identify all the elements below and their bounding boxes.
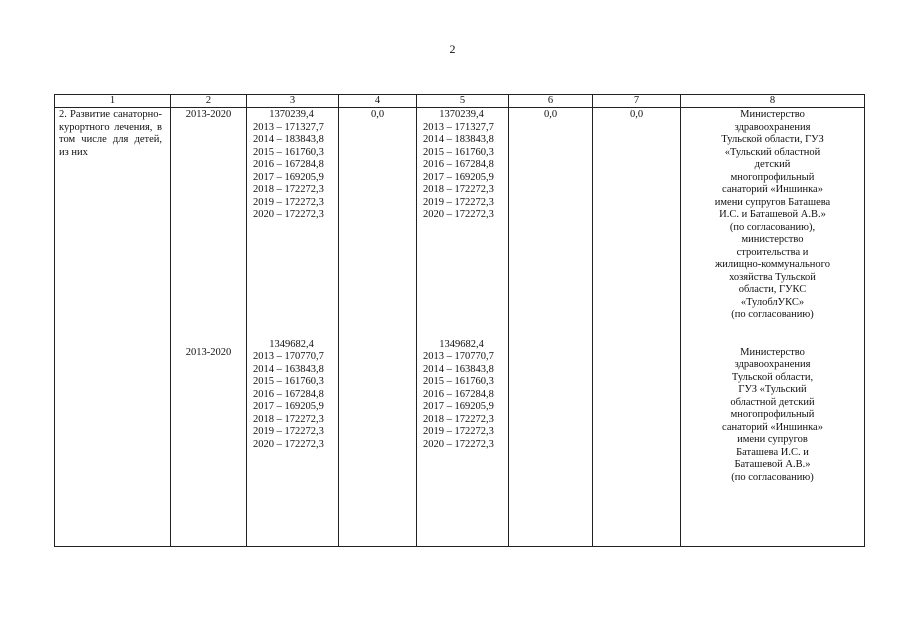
col3-amount-cell (247, 108, 339, 547)
executor-line: министерство (741, 234, 804, 245)
executor-line: Министерство (740, 346, 805, 358)
col5-total: 1349682,4 (439, 338, 484, 350)
executor-line: областной детский (730, 396, 815, 408)
column-header-5: 5 (417, 95, 509, 108)
col3-total: 1349682,4 (269, 338, 314, 350)
page-number: 2 (449, 42, 456, 56)
col3-year-amount: 2016 – 167284,8 (253, 388, 324, 400)
column-header-4: 4 (339, 95, 417, 108)
executor-line: санаторий «Иншинка» (722, 184, 823, 195)
col3-year-amount: 2020 – 172272,3 (253, 438, 324, 450)
column-header-8: 8 (681, 95, 865, 108)
col3-year-amount: 2014 – 183843,8 (253, 134, 324, 145)
col3-year-amount: 2017 – 169205,9 (253, 171, 324, 183)
executor-line: многопрофильный (730, 171, 815, 183)
col5-year-amount: 2017 – 169205,9 (423, 171, 494, 183)
period-cell (171, 108, 247, 547)
col3-year-amount: 2014 – 163843,8 (253, 363, 324, 375)
col5-year-amount: 2020 – 172272,3 (423, 209, 494, 220)
executor-line: имени супругов Баташева (714, 196, 831, 208)
header-row (55, 95, 865, 108)
executor-line: ГУЗ «Тульский (738, 384, 807, 395)
executor-line: детский (754, 159, 791, 170)
activity-name: 2. Развитие санаторно-курортного лечения, в том числе для детей, из них (59, 109, 162, 158)
col6-value: 0,0 (543, 109, 558, 120)
col3-year-amount: 2019 – 172272,3 (253, 426, 324, 437)
column-header-2: 2 (171, 95, 247, 108)
col3-year-amount: 2018 – 172272,3 (253, 413, 324, 425)
col7-value: 0,0 (629, 109, 644, 120)
col6-cell (509, 108, 593, 547)
period-2: 2013-2020 (185, 346, 232, 358)
executor-line: Тульской области, ГУЗ (721, 134, 824, 145)
col3-year-amount: 2015 – 161760,3 (253, 146, 324, 158)
col3-total: 1370239,4 (269, 109, 314, 120)
executor-line: имени супругов (737, 434, 808, 445)
table-row (55, 108, 865, 547)
col5-year-amount: 2019 – 172272,3 (423, 196, 494, 208)
col5-year-amount: 2016 – 167284,8 (423, 388, 494, 400)
col5-year-amount: 2015 – 161760,3 (423, 146, 494, 158)
col5-year-amount: 2017 – 169205,9 (423, 401, 494, 412)
col5-year-amount: 2013 – 170770,7 (423, 351, 494, 362)
col5-year-amount: 2014 – 163843,8 (423, 363, 494, 375)
col3-year-amount: 2016 – 167284,8 (253, 159, 324, 170)
col4-cell (339, 108, 417, 547)
column-header-6: 6 (509, 95, 593, 108)
executor-line: «ТулоблУКС» (740, 296, 805, 308)
col3-year-amount: 2017 – 169205,9 (253, 401, 324, 412)
col5-year-amount: 2020 – 172272,3 (423, 438, 494, 450)
col5-year-amount: 2018 – 172272,3 (423, 413, 494, 425)
executor-line: хозяйства Тульской (729, 271, 816, 283)
col5-total: 1370239,4 (439, 109, 484, 120)
col3-group-2 (247, 338, 338, 452)
executor-cell (681, 108, 865, 547)
col5-amount-cell (417, 108, 509, 547)
col3-year-amount: 2019 – 172272,3 (253, 196, 324, 208)
col3-year-amount: 2015 – 161760,3 (253, 376, 324, 387)
col3-group-1 (247, 108, 338, 222)
col3-year-amount: 2013 – 170770,7 (253, 351, 324, 362)
executor-line: строительства и (736, 246, 809, 258)
col5-year-amount: 2015 – 161760,3 (423, 376, 494, 387)
col7-cell (593, 108, 681, 547)
executor-line: многопрофильный (730, 409, 815, 420)
col5-year-amount: 2019 – 172272,3 (423, 426, 494, 437)
col5-group-1 (417, 108, 508, 222)
col5-group-2 (417, 338, 508, 452)
executor-line: жилищно-коммунального (715, 259, 830, 270)
executor-line: (по согласованию), (729, 221, 816, 233)
col3-year-amount: 2013 – 171327,7 (253, 121, 324, 133)
executor-group-1 (681, 108, 864, 322)
column-header-7: 7 (593, 95, 681, 108)
executor-line: здравоохранения (734, 121, 811, 133)
col5-year-amount: 2018 – 172272,3 (423, 184, 494, 195)
executor-line: Министерство (740, 109, 805, 120)
executor-group-2 (681, 346, 864, 485)
executor-line: «Тульский областной (724, 146, 821, 158)
executor-line: Баташевой А.В.» (734, 459, 811, 470)
executor-line: Баташева И.С. и (736, 446, 809, 458)
col5-year-amount: 2014 – 183843,8 (423, 134, 494, 145)
program-table (54, 94, 865, 547)
executor-line: Тульской области, (731, 371, 814, 383)
col3-year-amount: 2018 – 172272,3 (253, 184, 324, 195)
executor-line: И.С. и Баташевой А.В.» (719, 209, 826, 220)
activity-name-cell (55, 108, 171, 547)
executor-line: санаторий «Иншинка» (722, 421, 823, 433)
period-1: 2013-2020 (185, 109, 232, 120)
col5-year-amount: 2013 – 171327,7 (423, 121, 494, 133)
executor-line: (по согласованию) (731, 309, 814, 320)
column-header-1: 1 (55, 95, 171, 108)
col4-value: 0,0 (370, 109, 385, 120)
executor-line: здравоохранения (734, 359, 811, 370)
executor-line: (по согласованию) (731, 471, 814, 483)
col5-year-amount: 2016 – 167284,8 (423, 159, 494, 170)
col3-year-amount: 2020 – 172272,3 (253, 209, 324, 220)
column-header-3: 3 (247, 95, 339, 108)
executor-line: области, ГУКС (738, 284, 807, 295)
